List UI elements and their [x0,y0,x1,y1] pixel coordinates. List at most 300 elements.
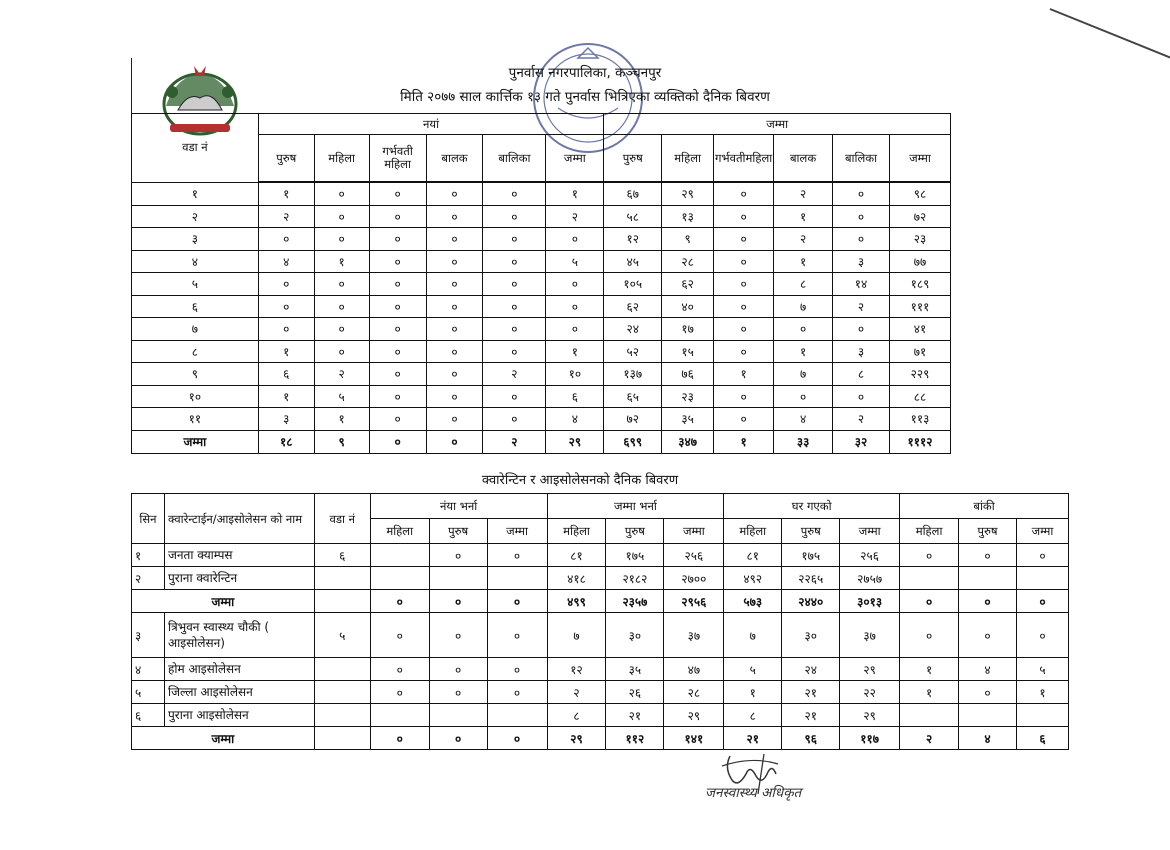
table-cell: ० [959,544,1017,567]
total-group-header: जम्मा [604,114,951,135]
total-cell: २४४० [782,590,840,613]
table-cell: ० [369,273,426,296]
table-cell: ० [714,295,774,318]
table-cell: ० [833,385,890,408]
table-cell: २८ [662,250,714,273]
table-cell: ८ [774,273,833,296]
table-cell [487,567,547,590]
table-cell: ० [546,228,604,251]
column-header: महिला [662,135,714,183]
table-cell: २ [483,363,546,386]
group-header: जम्मा भर्ना [547,494,724,519]
signature-title: जनस्वास्थ्य अधिकृत [705,785,802,801]
total-cell: ११२ [606,727,664,750]
table-cell: ३० [782,613,840,658]
table-cell: ० [314,318,369,341]
table-cell: १७ [662,318,714,341]
table-cell: ६५ [604,385,662,408]
ward-number-header: वडा नं [314,494,370,544]
table-cell: २१ [782,704,840,727]
table-cell: ० [833,205,890,228]
table-cell: १११ [889,295,950,318]
total-cell: ० [959,590,1017,613]
column-header: महिला [314,135,369,183]
total-cell: ४ [959,727,1017,750]
table-cell: ० [429,658,487,681]
ward-number-cell: ४ [132,250,259,273]
table-cell: ३५ [662,408,714,431]
total-cell: २९५६ [664,590,724,613]
table-cell: ८ [724,704,782,727]
table-cell: ४१८ [547,567,606,590]
table-cell: ३ [258,408,314,431]
table-row [132,658,1069,681]
table-cell: १३ [662,205,714,228]
group-header: नंया भर्ना [370,494,547,519]
total-cell: ९ [314,430,369,453]
empty-cell [314,727,370,750]
table-cell: ० [426,408,483,431]
total-cell: ३०१३ [840,590,900,613]
table-cell: ६ [546,385,604,408]
table-cell: ० [1016,544,1068,567]
table-cell: ० [369,228,426,251]
table-cell: २७५७ [840,567,900,590]
table-cell: ० [714,273,774,296]
table-cell: ० [487,658,547,681]
table-cell: २२६५ [782,567,840,590]
table-row [132,182,951,205]
total-cell: १८ [258,430,314,453]
report-subtitle: मिति २०७७ साल कार्त्तिक १३ गते पुनर्वास भित्रिएका व्यक्तिको दैनिक बिवरण [400,89,770,105]
table-cell: २ [546,205,604,228]
total-cell: १११२ [889,430,950,453]
total-cell: ३३ [774,430,833,453]
table-cell: ० [369,318,426,341]
table-cell [959,704,1017,727]
table-cell: २४ [782,658,840,681]
ward-number-cell: १० [132,385,259,408]
table-cell [429,567,487,590]
table-cell: ० [483,295,546,318]
total-cell: ४९९ [547,590,606,613]
table-cell: १ [258,385,314,408]
table-cell: ० [959,613,1017,658]
table-cell: ० [900,544,959,567]
table-cell: ० [314,228,369,251]
table-cell: ० [483,340,546,363]
table-cell: २९ [840,704,900,727]
table-cell [370,544,429,567]
table-row [132,385,951,408]
table-cell: १० [546,363,604,386]
table-cell: ८१ [724,544,782,567]
table-cell [429,704,487,727]
table-cell: ० [369,385,426,408]
table-cell: ० [314,340,369,363]
table-cell: ० [546,295,604,318]
table-cell: १७५ [782,544,840,567]
table-cell [900,567,959,590]
table-cell: २७०० [664,567,724,590]
table-row [132,613,1069,658]
table-cell: ३५ [606,658,664,681]
table-cell: ७२ [889,205,950,228]
table-cell: ११३ [889,408,950,431]
table-cell: ० [900,613,959,658]
column-header: गर्भवती महिला [369,135,426,183]
table-cell: ० [774,318,833,341]
table-row [132,318,951,341]
table-cell: २९ [662,182,714,205]
table-cell: २ [833,295,890,318]
page-edge-line [131,58,132,118]
table-cell: ८ [833,363,890,386]
total-label: जम्मा [132,590,315,613]
table-cell: २१ [606,704,664,727]
column-header: गर्भवतीमहिला [714,135,774,183]
table-cell: १७५ [606,544,664,567]
table-cell [959,567,1017,590]
table-cell: २१ [782,681,840,704]
table-cell: ० [426,385,483,408]
total-cell: ६९९ [604,430,662,453]
table-cell: ८८ [889,385,950,408]
table-cell: ४१ [889,318,950,341]
column-header: महिला [370,519,429,544]
table-cell: २६ [606,681,664,704]
column-header: पुरुष [959,519,1017,544]
total-cell: ० [370,590,429,613]
quarantine-header-row [132,494,1069,519]
facility-name-cell: त्रिभुवन स्वास्थ्य चौकी ( आइसोलेसन) [164,613,314,658]
table-cell: ० [369,363,426,386]
total-cell: ० [426,430,483,453]
municipality-title: पुनर्वास नगरपालिका, कञ्चनपुर [508,65,662,81]
total-row [132,430,951,453]
table-cell: ५ [546,250,604,273]
table-cell: १ [258,340,314,363]
table-cell: २४ [604,318,662,341]
scan-mark [1050,8,1170,59]
table-cell: ४ [774,408,833,431]
table-cell: ८ [547,704,606,727]
table-cell: ० [714,182,774,205]
column-header: जम्मा [1016,519,1068,544]
ward-number-cell: ३ [132,228,259,251]
table-row [132,704,1069,727]
quarantine-section-title: क्वारेन्टिन र आइसोलेसनको दैनिक बिवरण [481,473,679,488]
table-cell: २ [833,408,890,431]
table-cell: ० [258,273,314,296]
table-cell: १४ [833,273,890,296]
table-cell: ९८ [889,182,950,205]
total-cell: ९६ [782,727,840,750]
table-cell: २५६ [840,544,900,567]
ward-number-cell: ८ [132,340,259,363]
total-cell: ० [370,727,429,750]
table-cell [314,567,370,590]
total-cell: २९ [546,430,604,453]
table-cell: ४० [662,295,714,318]
table-cell: ७७ [889,250,950,273]
table-cell: ० [426,205,483,228]
table-cell: २३ [662,385,714,408]
total-cell: ११७ [840,727,900,750]
table-row [132,228,951,251]
serial-number-cell: २ [132,567,165,590]
facility-name-cell: जिल्ला आइसोलेसन [164,681,314,704]
table-cell: ० [314,182,369,205]
table-cell: ५ [314,613,370,658]
table-row [132,295,951,318]
total-cell: २ [483,430,546,453]
table-cell: ० [426,340,483,363]
table-cell: ७२ [604,408,662,431]
column-header: जम्मा [840,519,900,544]
total-cell: १४१ [664,727,724,750]
table-cell [487,704,547,727]
table-cell [314,704,370,727]
subtotal-row [132,590,1069,613]
table-cell [900,704,959,727]
table-cell: ० [546,273,604,296]
table-cell: ० [483,385,546,408]
table-cell: १ [774,205,833,228]
table-cell: ० [483,205,546,228]
new-group-header: नयां [258,114,604,135]
column-header: महिला [900,519,959,544]
table-row [132,567,1069,590]
table-cell: ० [429,613,487,658]
column-header: पुरुष [429,519,487,544]
table-cell: ७ [724,613,782,658]
total-cell: ० [487,590,547,613]
table-cell: ० [426,295,483,318]
table-cell: ० [714,250,774,273]
table-cell: २५६ [664,544,724,567]
total-cell: २९ [547,727,606,750]
table-cell: ४ [959,658,1017,681]
total-cell: ३४७ [662,430,714,453]
total-cell: ० [1016,590,1068,613]
table-cell: ० [483,318,546,341]
table-row [132,273,951,296]
table-cell: ० [483,250,546,273]
facility-name-header: क्वारेन्टाईन/आइसोलेसन को नाम [164,494,314,544]
table-cell: २ [258,205,314,228]
table-cell: ५ [1016,658,1068,681]
total-cell: १ [714,430,774,453]
table-cell: ६२ [662,273,714,296]
table-cell [370,567,429,590]
table-cell: ० [369,408,426,431]
total-cell: ५७३ [724,590,782,613]
table-cell: ० [487,613,547,658]
total-cell: ० [900,590,959,613]
table-cell: २२ [840,681,900,704]
total-cell: ३२ [833,430,890,453]
table-cell: ३ [833,340,890,363]
column-header: महिला [724,519,782,544]
table-cell: ० [833,228,890,251]
table-cell: ० [258,228,314,251]
total-cell: ० [369,430,426,453]
facility-name-cell: जनता क्याम्पस [164,544,314,567]
table-cell: ० [369,182,426,205]
column-header: पुरुष [782,519,840,544]
total-cell: २ [900,727,959,750]
serial-number-cell: ६ [132,704,165,727]
table-cell: ० [833,182,890,205]
table-cell: २९ [840,658,900,681]
table-cell [1016,704,1068,727]
facility-name-cell: होम आइसोलेसन [164,658,314,681]
table-cell: १ [774,340,833,363]
table-cell: ५२ [604,340,662,363]
table-cell: ० [369,340,426,363]
ward-number-cell: ५ [132,273,259,296]
table-cell: ० [1016,613,1068,658]
table-cell: ० [483,228,546,251]
table-cell: ७ [547,613,606,658]
table-cell: ७६ [662,363,714,386]
table-cell: २२९ [889,363,950,386]
table-cell: १५ [662,340,714,363]
table-cell: ० [487,681,547,704]
table-cell: १ [314,250,369,273]
table-cell: २ [774,182,833,205]
table-cell: ० [429,681,487,704]
table-cell: २३ [889,228,950,251]
table-cell: ४५ [604,250,662,273]
serial-number-cell: १ [132,544,165,567]
table-cell: ० [426,273,483,296]
table-row [132,363,951,386]
table-cell: २१८२ [606,567,664,590]
total-label: जम्मा [132,430,259,453]
table-cell: ४७ [664,658,724,681]
table-cell: १ [258,182,314,205]
table-cell: ० [714,228,774,251]
table-cell: ० [370,613,429,658]
column-header: जम्मा [664,519,724,544]
table-cell: १ [1016,681,1068,704]
table-cell: ० [369,250,426,273]
table-cell: २ [774,228,833,251]
table-cell: ० [714,318,774,341]
table-row [132,340,951,363]
table-cell: ५८ [604,205,662,228]
facility-name-cell: पुराना क्वारेन्टिन [164,567,314,590]
total-cell: ० [487,727,547,750]
table-cell: ८१ [547,544,606,567]
total-cell: ६ [1016,727,1068,750]
table-cell: ५ [314,385,369,408]
total-cell: २३५७ [606,590,664,613]
table-cell: ३ [833,250,890,273]
empty-cell [314,590,370,613]
table-cell: ० [426,228,483,251]
table-cell: ० [369,205,426,228]
table-cell: १ [774,250,833,273]
table-cell: १ [900,681,959,704]
table-cell: १ [314,408,369,431]
ward-number-cell: ११ [132,408,259,431]
table-cell: ० [370,658,429,681]
table-cell: १ [714,363,774,386]
table-cell: २ [314,363,369,386]
table-cell [1016,567,1068,590]
table-cell: ५ [724,658,782,681]
table-cell: ० [483,408,546,431]
total-cell: २१ [724,727,782,750]
table-cell: १२ [547,658,606,681]
column-header: जम्मा [487,519,547,544]
table-cell: ४ [546,408,604,431]
table-cell: १३७ [604,363,662,386]
table-cell: ० [314,205,369,228]
ward-number-cell: ७ [132,318,259,341]
table-cell [370,704,429,727]
table-cell: ७ [774,363,833,386]
table-cell [314,681,370,704]
column-header: पुरुष [606,519,664,544]
table-cell: ९ [662,228,714,251]
table-cell: १ [546,182,604,205]
table-cell: २९ [664,704,724,727]
table-cell: ३७ [840,613,900,658]
table-cell: ० [487,544,547,567]
table-cell: १०५ [604,273,662,296]
table-cell: ६ [258,363,314,386]
column-header: महिला [547,519,606,544]
table-cell: ० [370,681,429,704]
table-cell: ० [483,182,546,205]
table-cell: ६२ [604,295,662,318]
table-cell: ० [258,318,314,341]
column-header: जम्मा [889,135,950,183]
table-row [132,681,1069,704]
column-header: बालिका [483,135,546,183]
table-cell: ० [546,318,604,341]
table-row [132,250,951,273]
total-cell: ० [429,590,487,613]
ward-number-cell: २ [132,205,259,228]
table-cell: ० [833,318,890,341]
table-cell: ३० [606,613,664,658]
table-cell: ० [426,250,483,273]
table-cell: १ [900,658,959,681]
column-header: बालिका [833,135,890,183]
table-row [132,544,1069,567]
serial-number-cell: ५ [132,681,165,704]
total-cell: ० [429,727,487,750]
table-cell: ० [429,544,487,567]
table-cell: ० [426,318,483,341]
serial-number-cell: ४ [132,658,165,681]
table-cell: २ [547,681,606,704]
table-cell: ३७ [664,613,724,658]
table-cell: ० [959,681,1017,704]
table-cell: ४९२ [724,567,782,590]
ward-number-cell: ९ [132,363,259,386]
column-header: पुरुष [604,135,662,183]
total-row [132,727,1069,750]
ward-header-row [132,114,951,135]
ward-number-cell: ६ [132,295,259,318]
table-row [132,205,951,228]
